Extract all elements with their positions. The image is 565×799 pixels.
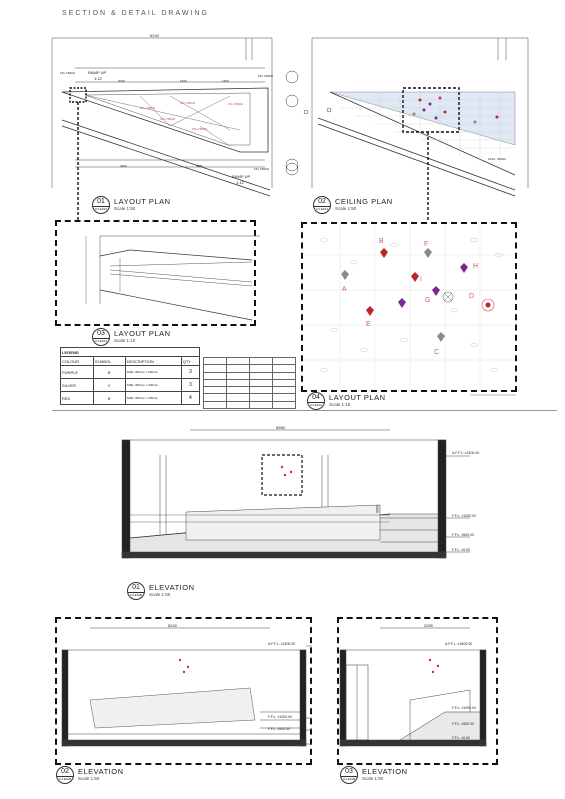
view-scale: Scale 1:50 [335,206,357,211]
ceiling-affl-note: AFFL: 2400H [488,157,506,161]
view-scale: Scale 1:50 [362,776,384,781]
legend-table [60,347,200,405]
svg-text:FFL ±500H: FFL ±500H [228,102,243,106]
view-label-04 [307,392,386,410]
ramp-up-label-bottom: RAMP UP [232,174,251,179]
legend-header: DESCRIPTION [125,357,181,366]
svg-text:FFL ±500H: FFL ±500H [160,117,175,121]
view-title: ELEVATION [78,767,124,776]
elev3-ffl-500: F.F.L: ±500.00 [452,722,474,726]
view-marker: 01 C3-E10A [92,196,110,214]
legend-colour: PURPLE [61,366,94,379]
purple-symbol-icon: ❦ [93,366,125,379]
elev2-ffl-1000: F.F.L: ±1000.00 [268,715,292,719]
plan-dim-b: 1600 [180,79,187,83]
view-label-e03 [340,766,407,784]
view-scale: Scale 1:15 [329,402,351,407]
view-label-02 [313,196,393,214]
legend-qty: 4 [181,392,199,405]
schedule-grid [203,357,296,409]
view-marker: 02 C3-E10A [313,196,331,214]
detail-letter-b: B [379,238,384,245]
legend-qty: 3 [181,379,199,392]
elev1-ffl-1000: F.F.L: ±1000.00 [452,514,476,518]
legend-header: SYMBOL [93,357,125,366]
detail-letter-h: H [473,263,479,270]
legend-colour: SILVER [61,379,94,392]
view-title: LAYOUT PLAN [114,197,171,206]
plan-dim-d: 2900 [120,164,127,168]
elev2-top-dim: 6240 [168,623,177,628]
ffl-right-label: FFL ±500H [258,74,273,78]
view-scale: Scale 1:50 [78,776,100,781]
legend-desc: SIZE: 300mm x 300mm [125,379,181,392]
svg-text:FFL ±500H: FFL ±500H [192,127,207,131]
detail-letter-g: G [425,297,431,304]
view-marker: 02 C3-E10B [56,766,74,784]
plan-dim-e: 2880 [196,164,203,168]
svg-text:FFL ±500H: FFL ±500H [140,106,155,110]
detail-letter-e: E [366,321,371,328]
red-symbol-icon: ❦ [93,392,125,405]
detail-letter-i: I [420,276,422,283]
detail-letter-f: F [424,241,429,248]
legend-qty: 3 [181,366,199,379]
elev1-top-dim: 6560 [276,425,285,430]
ramp-up-ratio-top: 1:12 [94,76,102,81]
elev2-affl: A.F.F.L: ±2400.00 [268,642,296,646]
elev2-ffl-0: F.F.L: ±0.00 [268,740,287,744]
view-title: ELEVATION [149,583,195,592]
elev3-top-dim: 2290 [424,623,433,628]
silver-symbol-icon: ❦ [93,379,125,392]
view-scale: Scale 1:50 [149,592,171,597]
view-title: CEILING PLAN [335,197,393,206]
ffl-top-label: FFL ±500H [60,71,75,75]
plan-dim-c: 1400 [222,79,229,83]
view-marker: 04 C3-E10A [307,392,325,410]
elev3-affl: A.F.F.L: ±2400.00 [445,642,473,646]
legend-desc: SIZE: 300mm x 300mm [125,392,181,405]
elev1-ffl-0: F.F.L: ±0.00 [452,548,471,552]
view-label-03 [92,328,171,346]
elev3-ffl-0: F.F.L: ±0.00 [452,736,471,740]
ffl-bottom-label: FFL ±500H [254,167,269,171]
legend-colour: RED [61,392,94,405]
view-marker: 03 C3-E10B [340,766,358,784]
view-marker: 03 C3-E10A [92,328,110,346]
elev2-ffl-500: F.F.L: ±500.00 [268,727,290,731]
elev1-affl: A.F.F.L: ±2400.00 [452,451,480,455]
view-label-e02 [56,766,123,784]
svg-text:FFL ±500H: FFL ±500H [180,101,195,105]
legend-header: COLOUR [61,357,94,366]
legend-header: QTY [181,357,199,366]
elev3-ffl-1000: F.F.L: ±1000.00 [452,706,476,710]
view-title: ELEVATION [362,767,408,776]
section-divider [52,410,557,411]
legend-desc: SIZE: 300mm x 300mm [125,366,181,379]
plan-dim-a: 3030 [118,79,125,83]
view-title: LAYOUT PLAN [329,393,386,402]
legend-title: LEGEND [61,348,200,357]
detail-letter-d: D [469,293,475,300]
page-title: SECTION & DETAIL DRAWING [62,10,209,17]
plan-dim-total: 6240 [150,33,159,38]
detail-letter-c: C [434,349,440,356]
detail-letter-a: A [342,286,347,293]
elev1-ffl-500: F.F.L: ±500.00 [452,533,474,537]
ramp-up-ratio-bottom: 1:12 [236,180,244,185]
ramp-up-label-top: RAMP UP [88,70,107,75]
view-title: LAYOUT PLAN [114,329,171,338]
view-scale: Scale 1:10 [114,338,136,343]
view-marker: 01 C3-E10B [127,582,145,600]
view-label-e01 [127,582,194,600]
view-scale: Scale 1:50 [114,206,136,211]
view-label-01 [92,196,171,214]
elev1-height: 1000 [375,505,379,513]
